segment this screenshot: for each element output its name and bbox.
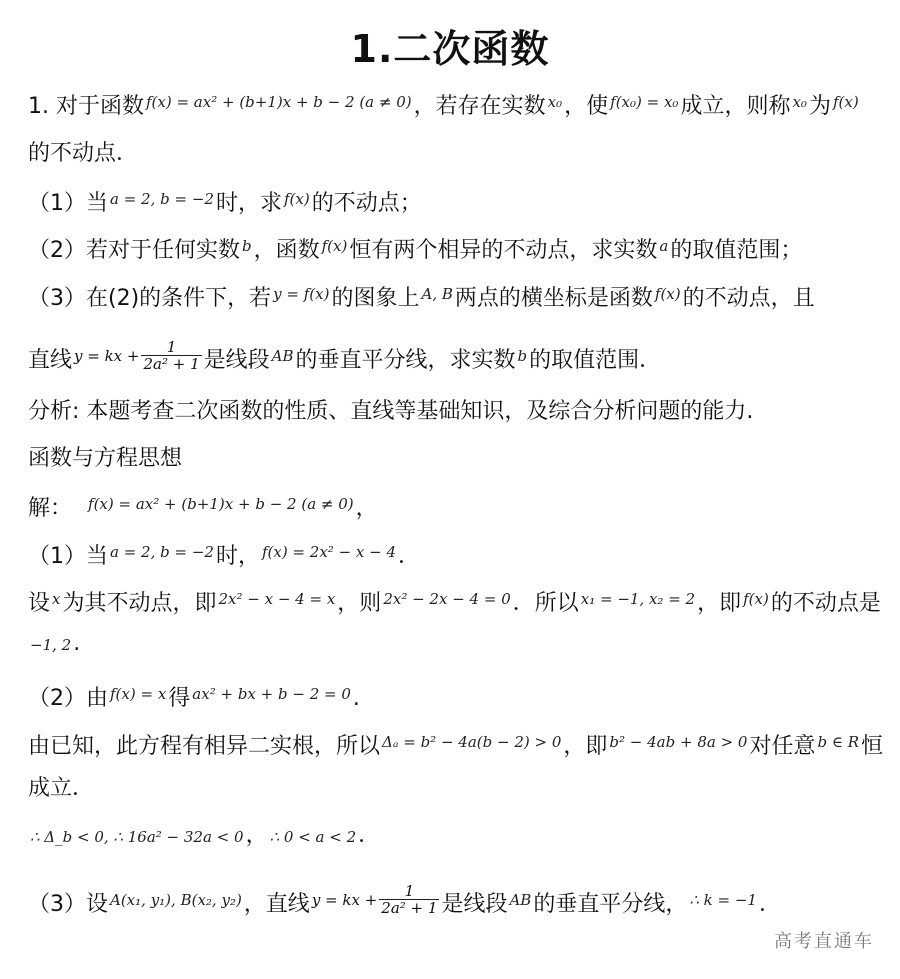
text: 得 (168, 686, 191, 711)
problem-statement-line: 的不动点． (28, 141, 139, 166)
math-function: f(x) = 2x² − x − 4 (261, 543, 397, 561)
solution-2 (28, 680, 360, 713)
math-equation: ax² + bx + b − 2 = 0 (192, 685, 351, 703)
math-range: ∴ 0 < a < 2 (269, 828, 357, 846)
math-segment: AB (271, 347, 294, 365)
math-fx: f(x) (321, 237, 348, 255)
math-function-definition: f(x) = ax² + (b+1)x + b − 2 (a ≠ 0) (145, 93, 412, 111)
math-derivation: ∴ Δ_b < 0, ∴ 16a² − 32a < 0 (30, 828, 244, 846)
math-fraction (379, 883, 439, 916)
math-fixed-point-condition: f(x₀) = x₀ (610, 93, 679, 111)
watermark: 高考直通车 (774, 931, 874, 952)
text: ． (358, 823, 381, 848)
math-graph: y = f(x) (273, 285, 330, 303)
text: . (352, 686, 360, 711)
math-x0: x₀ (792, 93, 807, 111)
math-slope: ∴ k = −1 (689, 891, 757, 909)
solution-header (28, 490, 378, 523)
math-discriminant: Δₐ = b² − 4a(b − 2) > 0 (382, 733, 562, 751)
math-b: b (517, 347, 528, 365)
math-inequality: b² − 4ab + 8a > 0 (609, 733, 748, 751)
text: （2）若对于任何实数 (28, 238, 240, 263)
text: ，函数 (253, 238, 320, 263)
math-parameters: a = 2, b = −2 (110, 543, 214, 561)
math-equation: 2x² − x − 4 = x (218, 590, 336, 608)
math-fixed-points: −1, 2 (30, 636, 72, 654)
text: ，使 (564, 94, 609, 119)
math-a: a (659, 237, 669, 255)
fraction-numerator: 1 (379, 883, 439, 900)
text: 为其不动点，即 (62, 591, 217, 616)
math-fx: f(x) (654, 285, 681, 303)
math-function-definition: f(x) = ax² + (b+1)x + b − 2 (a ≠ 0) (88, 495, 354, 513)
text: 恒 (861, 734, 884, 759)
question-2 (28, 232, 802, 265)
text: 时，求 (215, 191, 282, 216)
text: 设 (28, 591, 51, 616)
solution-2-continued: 成立． (28, 776, 95, 801)
fraction-denominator: 2a² + 1 (143, 354, 200, 373)
text: 是线段 (203, 348, 270, 373)
analysis-line: 分析: 本题考查二次函数的性质、直线等基础知识，及综合分析问题的能力. (28, 399, 754, 424)
math-b: b (242, 237, 252, 255)
math-fx: f(x) (283, 190, 310, 208)
text: ，则 (337, 591, 382, 616)
math-roots: x₁ = −1, x₂ = 2 (580, 590, 696, 608)
fraction-numerator: 1 (141, 339, 201, 356)
text: 的取值范围． (529, 348, 662, 373)
text: ，直线 (243, 892, 310, 917)
question-3 (28, 280, 815, 313)
text: 两点的横坐标是函数 (454, 286, 653, 311)
text: 的取值范围； (670, 238, 803, 263)
text: 的图象上 (331, 286, 420, 311)
text: 直线 (28, 348, 73, 373)
solution-1 (28, 538, 420, 571)
text: 是线段 (441, 892, 508, 917)
math-x0: x₀ (547, 93, 563, 111)
solution-1-result (28, 630, 80, 659)
text: ，即 (563, 734, 608, 759)
text: ，即 (697, 591, 742, 616)
text: （3）设 (28, 892, 108, 917)
math-fx: f(x) (743, 590, 769, 608)
math-fraction (141, 339, 201, 372)
text: 恒有两个相异的不动点，求实数 (349, 238, 658, 263)
solution-1-steps (28, 585, 881, 618)
math-domain: b ∈ R (817, 733, 860, 751)
text: （1）当 (28, 191, 108, 216)
text: 时， (215, 544, 260, 569)
text: 的垂直平分线， (533, 892, 688, 917)
solution-3 (28, 881, 781, 922)
text: 由已知，此方程有相异二实根，所以 (28, 734, 381, 759)
text: 对任意 (749, 734, 816, 759)
text: 的垂直平分线，求实数 (295, 348, 516, 373)
text: ．所以 (512, 591, 579, 616)
text: ． (758, 892, 781, 917)
math-equation: f(x) = x (110, 685, 167, 703)
text: . (73, 631, 81, 656)
math-line-prefix: y = kx + (74, 347, 140, 365)
math-parameters: a = 2, b = −2 (110, 190, 214, 208)
text: （1）当 (28, 544, 108, 569)
fraction-denominator: 2a² + 1 (381, 898, 438, 917)
math-line-prefix: y = kx + (311, 891, 378, 909)
text: （2）由 (28, 686, 108, 711)
text: 解： (28, 496, 73, 521)
text: 为 (808, 94, 831, 119)
text: ． (398, 544, 421, 569)
question-3-continued (28, 337, 662, 378)
problem-statement-line (28, 88, 861, 121)
math-equation: 2x² − 2x − 4 = 0 (383, 590, 511, 608)
solution-2-result (28, 822, 380, 851)
text: ， (245, 823, 268, 848)
math-x: x (52, 590, 61, 608)
math-points: A(x₁, y₁), B(x₂, y₂) (110, 891, 242, 909)
math-fx: f(x) (832, 93, 859, 111)
text: 的不动点是 (770, 591, 881, 616)
solution-2-steps (28, 728, 883, 761)
text: 1. 对于函数 (28, 94, 144, 119)
method-line: 函数与方程思想 (28, 446, 183, 471)
text: 成立，则称 (680, 94, 791, 119)
text: 的不动点，且 (682, 286, 815, 311)
text: 的不动点； (311, 191, 422, 216)
math-points: A, B (421, 285, 453, 303)
page-title: 1.二次函数 (350, 27, 550, 71)
text: （3）在(2)的条件下，若 (28, 286, 272, 311)
text: ，若存在实数 (413, 94, 546, 119)
text: ， (355, 496, 378, 521)
math-segment: AB (509, 891, 532, 909)
question-1 (28, 185, 422, 218)
